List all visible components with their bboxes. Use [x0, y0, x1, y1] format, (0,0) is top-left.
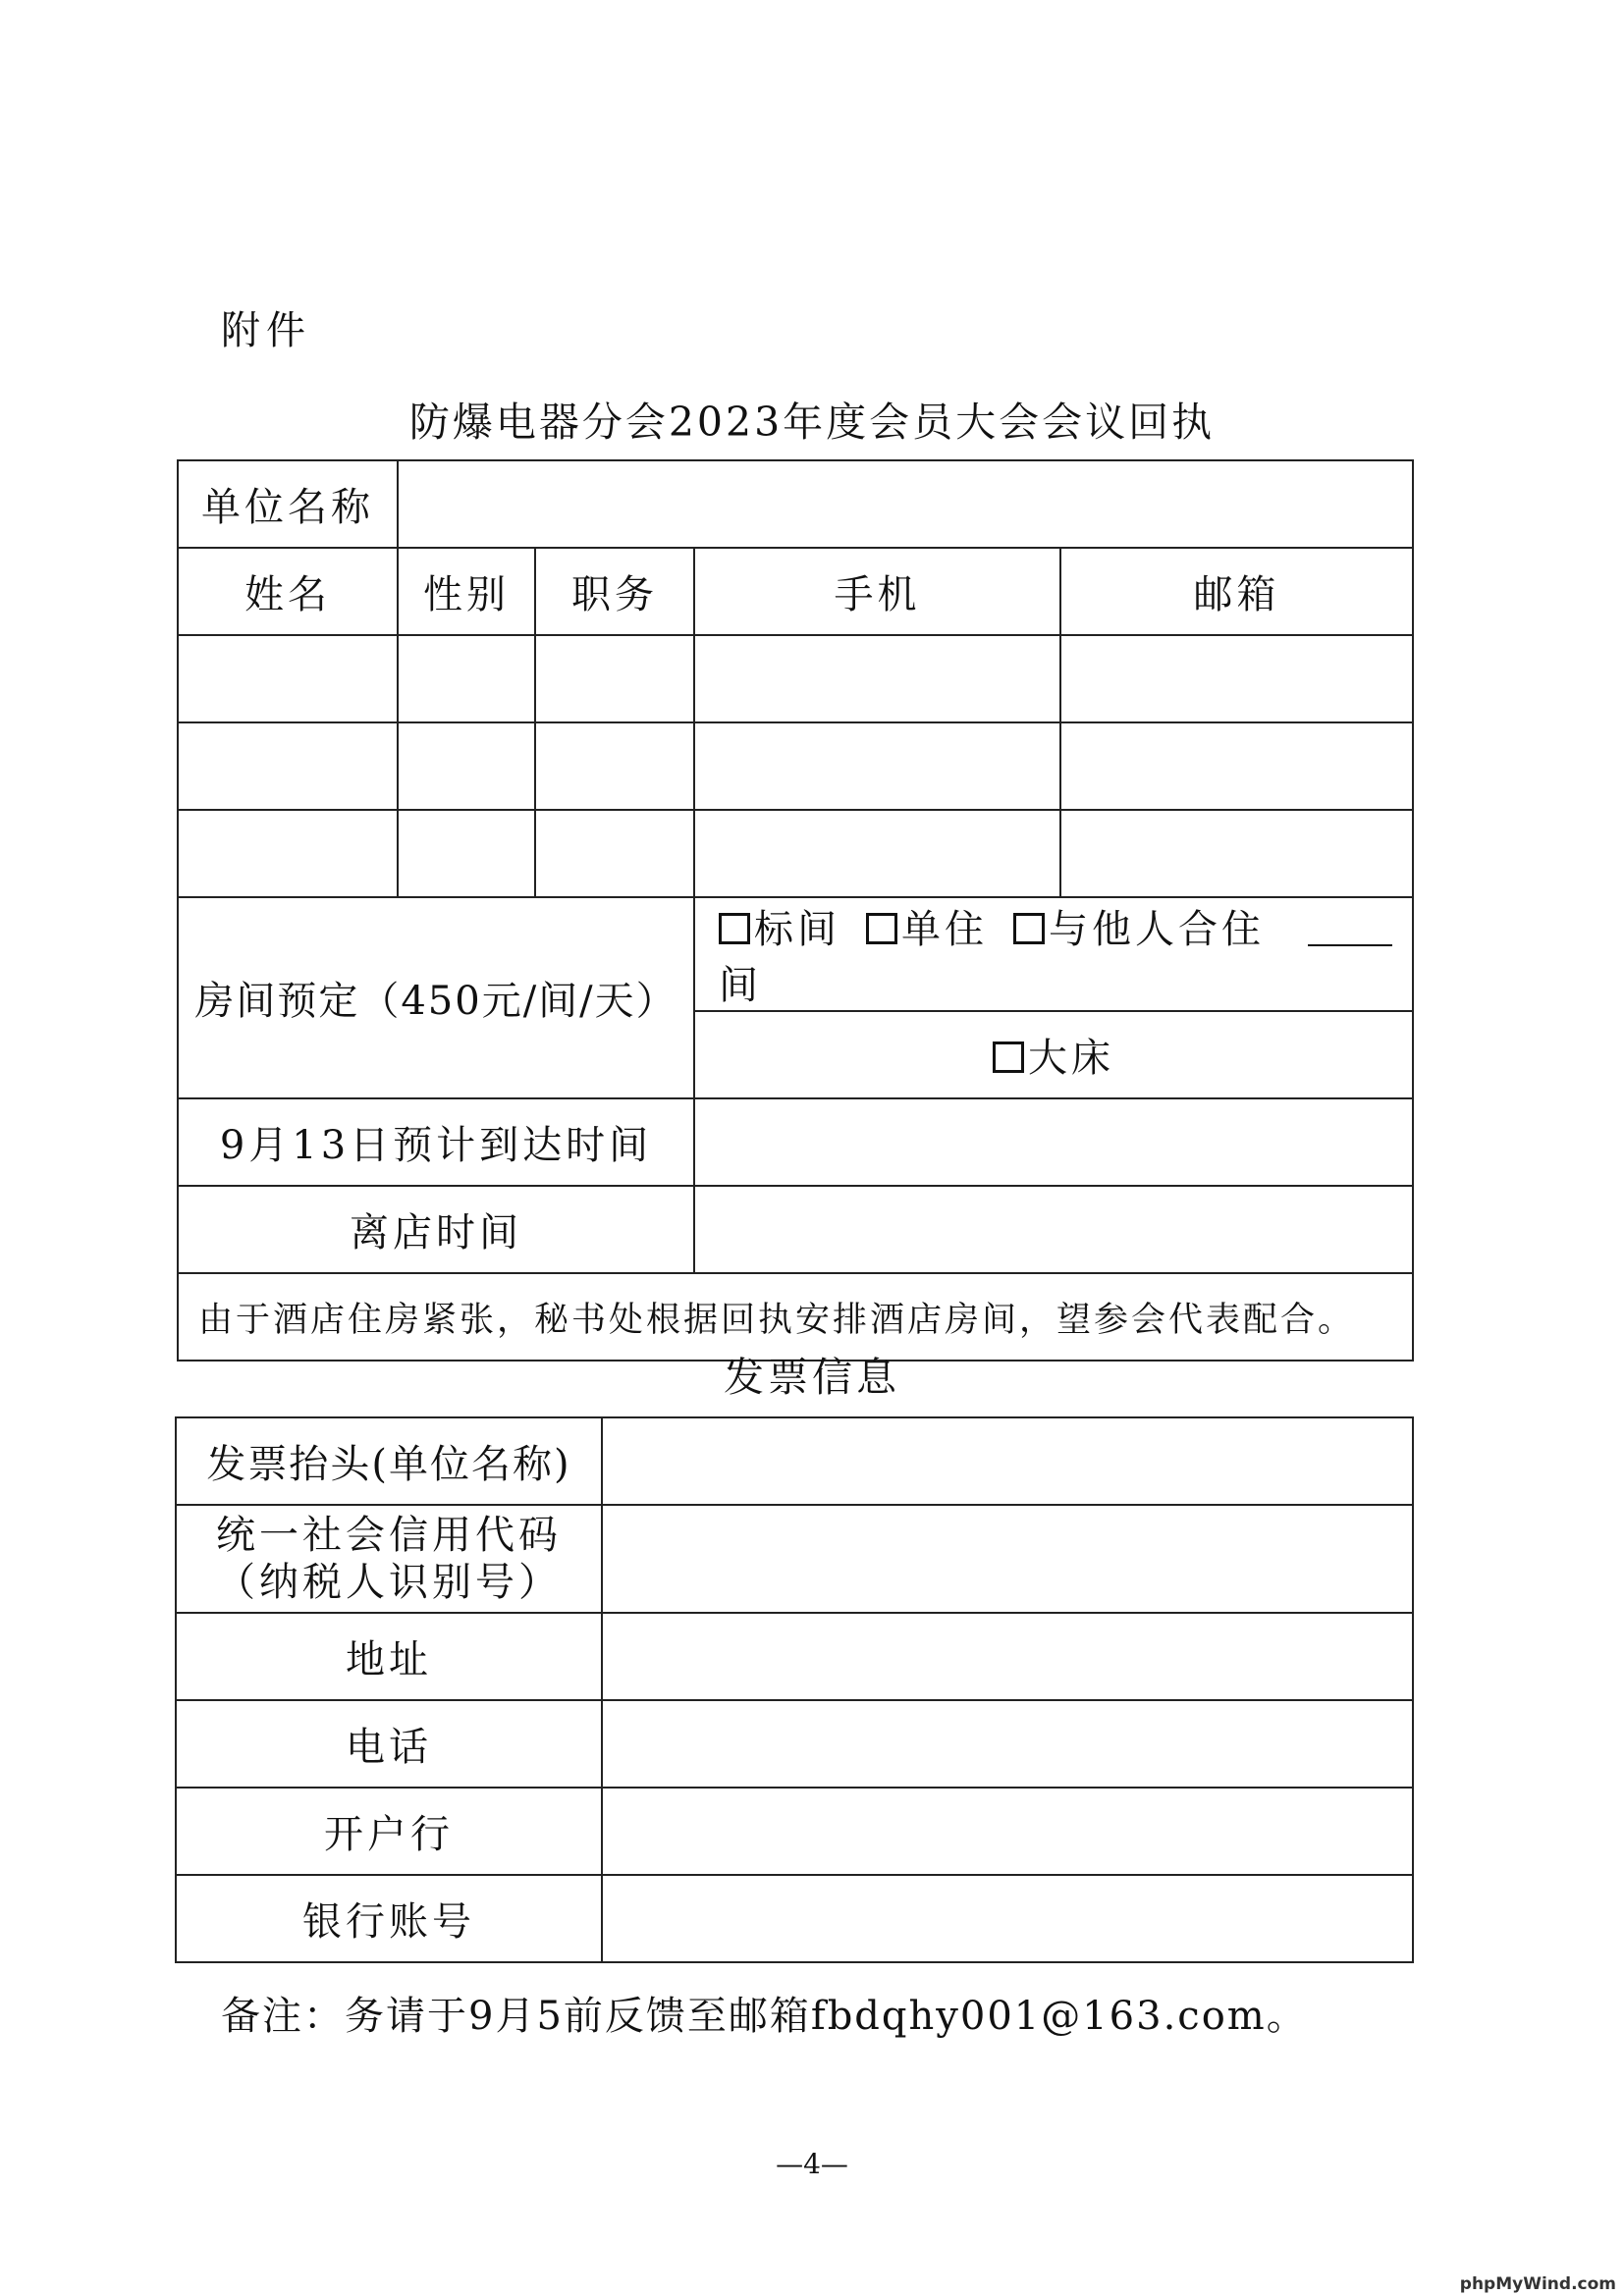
position-cell[interactable]	[535, 810, 694, 897]
header-position: 职务	[535, 548, 694, 635]
address-label: 地址	[176, 1613, 602, 1700]
remark: 备注：务请于9月5前反馈至邮箱fbdqhy001@163.com。	[221, 1994, 1308, 2039]
position-cell[interactable]	[535, 635, 694, 722]
attachment-label: 附件	[221, 308, 311, 353]
mobile-cell[interactable]	[694, 810, 1060, 897]
phone-label: 电话	[176, 1700, 602, 1788]
room-option-shared[interactable]: 与他人合住	[1013, 907, 1265, 952]
gender-cell[interactable]	[398, 635, 535, 722]
name-cell[interactable]	[178, 635, 398, 722]
credit-code-input[interactable]	[602, 1505, 1413, 1613]
invoice-table	[175, 1416, 1414, 1963]
credit-code-label-line2: （纳税人识别号）	[216, 1560, 562, 1605]
big-bed-cell	[694, 1011, 1413, 1098]
checkbox-icon[interactable]	[993, 1041, 1024, 1073]
checkbox-icon[interactable]	[866, 913, 897, 944]
position-cell[interactable]	[535, 722, 694, 810]
mobile-cell[interactable]	[694, 722, 1060, 810]
table-row	[178, 810, 1413, 897]
page-number: —4—	[776, 2148, 848, 2180]
unit-name-input[interactable]	[398, 460, 1413, 548]
header-mobile: 手机	[694, 548, 1060, 635]
receipt-table	[177, 459, 1414, 1362]
departure-label: 离店时间	[178, 1186, 694, 1273]
room-options	[694, 897, 1413, 1011]
invoice-title: 发票信息	[724, 1354, 900, 1401]
gender-cell[interactable]	[398, 722, 535, 810]
invoice-header-input[interactable]	[602, 1417, 1413, 1505]
name-cell[interactable]	[178, 722, 398, 810]
room-unit: 间	[719, 963, 762, 1008]
room-count-blank[interactable]	[1308, 911, 1392, 946]
room-option-single[interactable]: 单住	[866, 907, 988, 952]
email-cell[interactable]	[1060, 810, 1413, 897]
watermark: phpMyWind.com	[1459, 2274, 1616, 2294]
credit-code-label-line1: 统一社会信用代码	[216, 1513, 562, 1558]
room-option-standard[interactable]: 标间	[719, 907, 840, 952]
account-input[interactable]	[602, 1875, 1413, 1962]
header-gender: 性别	[398, 548, 535, 635]
header-email: 邮箱	[1060, 548, 1413, 635]
address-input[interactable]	[602, 1613, 1413, 1700]
arrival-label: 9月13日预计到达时间	[178, 1098, 694, 1186]
account-label: 银行账号	[176, 1875, 602, 1962]
email-cell[interactable]	[1060, 722, 1413, 810]
phone-input[interactable]	[602, 1700, 1413, 1788]
credit-code-label	[176, 1505, 602, 1613]
bank-input[interactable]	[602, 1788, 1413, 1875]
checkbox-icon[interactable]	[719, 913, 750, 944]
invoice-header-label: 发票抬头(单位名称)	[176, 1417, 602, 1505]
arrival-input[interactable]	[694, 1098, 1413, 1186]
departure-input[interactable]	[694, 1186, 1413, 1273]
form-title: 防爆电器分会2023年度会员大会会议回执	[408, 399, 1216, 446]
gender-cell[interactable]	[398, 810, 535, 897]
header-name: 姓名	[178, 548, 398, 635]
unit-name-label: 单位名称	[178, 460, 398, 548]
room-booking-label: 房间预定（450元/间/天）	[178, 897, 694, 1098]
receipt-note: 由于酒店住房紧张，秘书处根据回执安排酒店房间，望参会代表配合。	[178, 1273, 1413, 1361]
mobile-cell[interactable]	[694, 635, 1060, 722]
table-row	[178, 635, 1413, 722]
checkbox-icon[interactable]	[1013, 913, 1045, 944]
bank-label: 开户行	[176, 1788, 602, 1875]
room-option-big-bed[interactable]: 大床	[993, 1036, 1114, 1081]
table-row	[178, 722, 1413, 810]
email-cell[interactable]	[1060, 635, 1413, 722]
name-cell[interactable]	[178, 810, 398, 897]
